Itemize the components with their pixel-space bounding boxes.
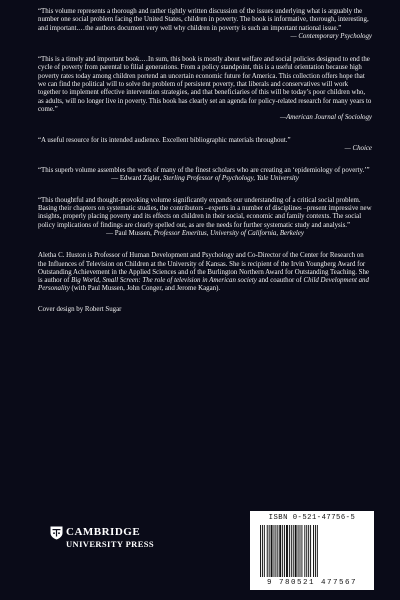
- barcode-bar: [293, 525, 294, 577]
- review-quote: “A useful resource for its intended audience. Excellent bibliographic materials throughout.”: [38, 136, 291, 144]
- bio-book-title-2: Child Development and Personality: [38, 277, 369, 293]
- barcode-bar: [286, 525, 288, 577]
- publisher-press: UNIVERSITY PRESS: [66, 539, 155, 549]
- barcode-bar: [262, 525, 263, 577]
- barcode: [250, 511, 374, 590]
- publisher-name: CAMBRIDGE: [66, 526, 141, 538]
- barcode-bar: [279, 525, 281, 577]
- barcode-bar: [289, 525, 290, 577]
- barcode-bar: [304, 525, 305, 577]
- review-source: — Contemporary Psychology: [290, 32, 372, 40]
- cover-design-credit: Cover design by Robert Sugar: [38, 305, 122, 313]
- review-source: [38, 230, 372, 238]
- barcode-bar: [317, 525, 318, 577]
- barcode-bar: [269, 525, 270, 577]
- author-bio: [38, 252, 372, 293]
- barcode-bar: [271, 525, 273, 577]
- barcode-bar: [291, 525, 292, 577]
- barcode-bars: [260, 525, 366, 577]
- barcode-bar: [267, 525, 268, 577]
- review-choice: [38, 137, 372, 154]
- bio-book-title-1: Big World, Small Screen: The role of television in American society: [71, 277, 257, 285]
- review-source: —American Journal of Sociology: [279, 114, 372, 122]
- reviewer-name: — Paul Mussen,: [106, 229, 152, 237]
- bio-text-2: and coauthor of: [256, 277, 304, 285]
- barcode-bar: [273, 525, 274, 577]
- barcode-bar: [308, 525, 309, 577]
- barcode-bar: [306, 525, 307, 577]
- reviewer-title: Sterling Professor of Psychology, Yale University: [163, 175, 299, 183]
- barcode-number: 9 780521 477567: [266, 579, 357, 587]
- review-american-journal-of-sociology: [38, 56, 372, 122]
- barcode-bar: [284, 525, 285, 577]
- barcode-bar: [282, 525, 283, 577]
- barcode-bar: [264, 525, 265, 577]
- barcode-bar: [315, 525, 316, 577]
- barcode-bar: [313, 525, 314, 577]
- barcode-bar: [277, 525, 278, 577]
- bio-text-3: (with Paul Mussen, John Conger, and Jerome Kagan).: [69, 285, 221, 293]
- review-quote: “This thoughtful and thought-provoking volume significantly expands our understanding of a critical social problem. Basing their chapters on systematic studies, the contributors –experts in a number of disciplines –present impressive new insights, properly placing poverty and its effects on children in their social, economic and family contexts. The social policy implications of findings are clearly spelled out, as are the needs for further systematic study and analysis.”: [38, 196, 372, 229]
- barcode-bar: [275, 525, 276, 577]
- review-quote: “This superb volume assembles the work of many of the finest scholars who are creating an ‘epidemiology of poverty.’”: [38, 167, 370, 175]
- barcode-bar: [301, 525, 302, 577]
- barcode-bar: [260, 525, 261, 577]
- barcode-bar: [310, 525, 311, 577]
- barcode-bar: [300, 525, 301, 577]
- review-edward-zigler: [38, 167, 372, 184]
- review-paul-mussen: [38, 197, 372, 238]
- barcode-bar: [298, 525, 299, 577]
- isbn-label: ISBN 0-521-47756-5: [268, 514, 356, 522]
- review-contemporary-psychology: [38, 8, 372, 41]
- review-quote: “This is a timely and important book.…In sum, this book is mostly about welfare and social policies designed to end the cycle of poverty from parental to filial generations. From a policy standpoint, this is a useful orientation because high poverty rates today among children portend an uncertain economic future for America. This collection offers hope that we can find the political will to solve the problem of persistent poverty, that liberals and conservatives will work together to implement effective intervention strategies, and that beneficiaries of this will be today’s poor children who, as adults, will no longer live in poverty. This book has clearly set an agenda for policy-related research for many years to come.”: [38, 56, 372, 113]
- review-quote: “This volume represents a thorough and rather tightly written discussion of the issues underlying what is arguably the number one social problem facing the United States, children in poverty. The book is informative, thorough, interesting, and important.…the authors document very well why children in poverty is such an important national issue.”: [38, 8, 369, 32]
- reviewer-name: — Edward Zigler,: [111, 175, 162, 183]
- barcode-bar: [295, 525, 297, 577]
- bio-text-1: Aletha C. Huston is Professor of Human Development and Psychology and Co-Director of the Center for Research on the Influences of Television on Children at the University of Kansas. She is recipient of the Irvin Youngberg Award for Outstanding Achievement in the Applied Sciences and of the Burlington Northern Award for Outstanding Teaching. She is author of: [38, 252, 369, 285]
- cover-text: [38, 8, 372, 314]
- shield-icon: [50, 526, 63, 540]
- review-source: — Choice: [344, 144, 372, 152]
- reviewer-title: Professor Emeritus, University of California, Berkeley: [153, 229, 304, 237]
- review-source: [38, 175, 372, 183]
